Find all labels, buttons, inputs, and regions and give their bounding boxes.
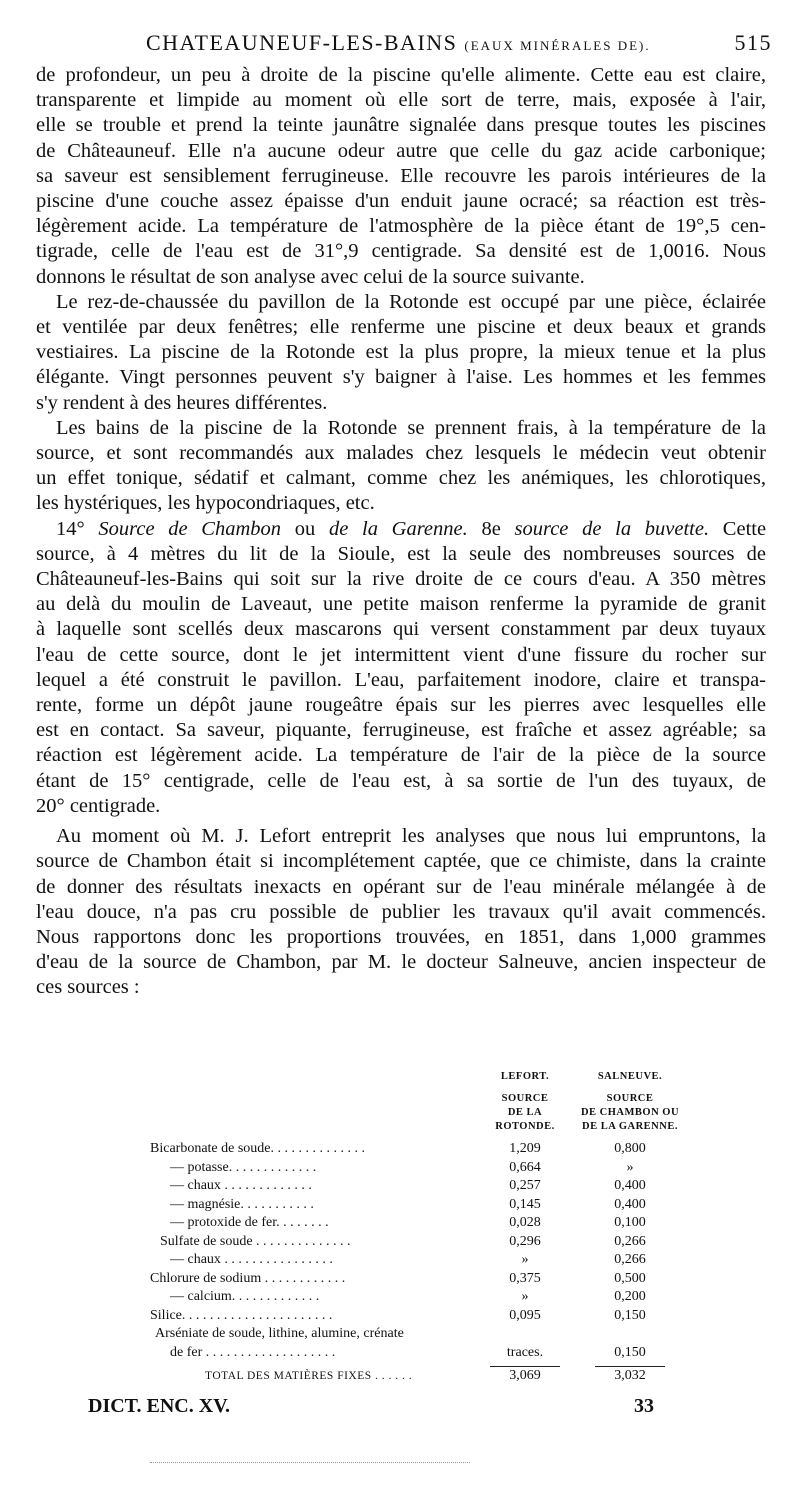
- line: source, à 4 mètres du lit de la Sioule, est la seule des nombreuses sources de: [36, 542, 766, 565]
- line: lequel a été construit le pavillon. L'eau, parfaitement inodore, claire et transpa-: [36, 668, 766, 691]
- table-row: [150, 1288, 690, 1307]
- line: un effet tonique, sédatif et calmant, comme chez les anémiques, les chlorotiques,: [36, 467, 766, 490]
- header-line: DE CHAMBON OU: [580, 1107, 680, 1118]
- section-number: 14°: [56, 517, 85, 540]
- table-row: [150, 1177, 690, 1196]
- paragraph-3: [36, 416, 766, 517]
- value-salneuve: 0,266: [614, 1252, 646, 1267]
- section-heading-line: [36, 517, 766, 542]
- line: Les bains de la piscine de la Rotonde se prennent frais, à la température de la: [56, 416, 766, 439]
- header-line: DE LA GARENNE.: [582, 1121, 678, 1132]
- sheet-number: 33: [634, 1395, 654, 1417]
- table-row: [150, 1159, 690, 1178]
- row-label: Arséniate de soude, lithine, alumine, crénate: [155, 1326, 404, 1341]
- line: étant de 15° centigrade, celle de l'eau est, à sa sortie de l'un des tuyaux, de: [36, 769, 766, 792]
- section-subtitle: source de la buvette.: [514, 517, 710, 540]
- header-line: LEFORT.: [500, 1071, 550, 1082]
- paragraph-2: [36, 290, 766, 416]
- column-header-lefort: [485, 1070, 565, 1134]
- table-row: [150, 1344, 690, 1363]
- value-lefort: 1,209: [509, 1141, 541, 1156]
- line: vestiaires. La piscine de la Rotonde est la plus propre, la mieux tenue et la plus: [36, 341, 766, 364]
- value-lefort: 0,028: [509, 1215, 541, 1230]
- row-label: — calcium. . . . . . . . . . . . .: [170, 1289, 320, 1304]
- line: sa saveur est sensiblement ferrugineuse. Elle recouvre les parois intérieures de la: [36, 164, 766, 187]
- line: elle se trouble et prend la teinte jaunâtre signalée dans presque toutes les piscines: [36, 114, 766, 137]
- section-title: Source de Chambon: [98, 517, 282, 540]
- header-subtitle: (EAUX MINÉRALES DE).: [464, 38, 651, 53]
- table-body: [150, 1140, 690, 1362]
- line: source, et sont recommandés aux malades chez lesquels le médecin veut obtenir: [36, 442, 766, 465]
- value-salneuve: 0,400: [614, 1196, 646, 1212]
- row-label: — chaux . . . . . . . . . . . . .: [170, 1178, 312, 1193]
- page-footer: [88, 1395, 688, 1425]
- row-label: — potasse. . . . . . . . . . . . .: [170, 1159, 317, 1175]
- line: Nous rapportons donc les proportions trouvées, en 1851, dans 1,000 grammes: [36, 925, 766, 948]
- line: ces sources :: [36, 976, 140, 999]
- line: l'eau de cette source, dont le jet intermittent vient d'une fissure du rocher sur: [36, 643, 766, 666]
- value-lefort: 0,095: [509, 1307, 541, 1323]
- value-salneuve: 0,500: [614, 1270, 646, 1286]
- header-title: CHATEAUNEUF-LES-BAINS (EAUX MINÉRALES DE).: [146, 30, 651, 55]
- running-header: [36, 30, 772, 56]
- line: les hystériques, les hypocondriaques, etc.: [36, 492, 375, 515]
- value-salneuve: 0,150: [614, 1307, 646, 1323]
- value-salneuve: 0,800: [614, 1141, 646, 1156]
- line: 20° centigrade.: [36, 794, 161, 817]
- value-lefort: »: [521, 1289, 529, 1304]
- line-tail: Cette: [722, 517, 767, 540]
- total-salneuve: 3,032: [614, 1368, 646, 1383]
- value-lefort: 0,257: [509, 1178, 541, 1193]
- line: transparente et limpide au moment où elle sort de terre, mais, exposée à l'air,: [36, 89, 766, 112]
- value-salneuve: 0,100: [614, 1215, 646, 1230]
- value-lefort: 0,375: [509, 1270, 541, 1286]
- line: piscine d'une couche assez épaisse d'un enduit jaune ocracé; sa réaction est très-: [36, 190, 766, 213]
- total-label: TOTAL DES MATIÈRES FIXES . . . . . .: [205, 1370, 413, 1382]
- table-row: [150, 1140, 690, 1159]
- line: source de Chambon était si incomplétement captée, que ce chimiste, dans la crainte: [36, 850, 766, 873]
- page-number: 515: [734, 30, 772, 55]
- value-salneuve: 0,200: [614, 1289, 646, 1304]
- row-label: — chaux . . . . . . . . . . . . . . . .: [170, 1252, 333, 1267]
- line: à laquelle sont scellés deux mascarons qui versent constamment par deux tuyaux: [36, 618, 766, 641]
- conjunction: ou: [294, 517, 316, 540]
- value-salneuve: 0,400: [614, 1178, 646, 1193]
- line: Châteauneuf-les-Bains qui soit sur la rive droite de ce cours d'eau. A 350 mètres: [36, 568, 766, 591]
- section-number-2: 8e: [481, 517, 501, 540]
- paragraph-5: [36, 824, 766, 1000]
- value-lefort: 0,145: [509, 1196, 541, 1212]
- line: tigrade, celle de l'eau est de 31°,9 centigrade. Sa densité est de 1,0016. Nous: [36, 240, 766, 263]
- value-lefort: »: [521, 1252, 529, 1267]
- total-row: [150, 1367, 690, 1386]
- row-label: Bicarbonate de soude. . . . . . . . . . . . . .: [150, 1141, 366, 1156]
- body-text: [36, 63, 766, 1001]
- header-line: ROTONDE.: [495, 1121, 555, 1132]
- line: s'y rendent à des heures différentes.: [36, 391, 328, 414]
- value-lefort: 0,664: [509, 1159, 541, 1175]
- header-line: SOURCE: [501, 1093, 549, 1104]
- line: Au moment où M. J. Lefort entreprit les analyses que nous lui empruntons, la: [56, 825, 766, 848]
- line: donnons le résultat de son analyse avec celui de la source suivante.: [36, 265, 585, 288]
- table-row: [150, 1196, 690, 1215]
- line: est en contact. Sa saveur, piquante, ferrugineuse, est fraîche et assez agréable; sa: [36, 719, 766, 742]
- paragraph-1: [36, 63, 766, 290]
- table-row: [150, 1307, 690, 1326]
- section-title-alt: de la Garenne.: [328, 517, 468, 540]
- total-lefort: 3,069: [509, 1368, 541, 1383]
- header-line: DE LA: [507, 1107, 543, 1118]
- header-line: SALNEUVE.: [597, 1071, 663, 1082]
- header-line: SOURCE: [606, 1093, 654, 1104]
- line: rente, forme un dépôt jaune rougeâtre épais sur les pierres avec lesquelles elle: [36, 694, 766, 717]
- table-row: [150, 1214, 690, 1233]
- row-label: Sulfate de soude . . . . . . . . . . . . . .: [160, 1233, 351, 1249]
- line: de profondeur, un peu à droite de la piscine qu'elle alimente. Cette eau est claire,: [36, 64, 766, 86]
- column-header-salneuve: [575, 1070, 685, 1134]
- bleed-through-dots: [150, 1462, 470, 1467]
- value-salneuve: »: [626, 1159, 634, 1175]
- table-row: [150, 1233, 690, 1252]
- table-row: [150, 1270, 690, 1289]
- line: élégante. Vingt personnes peuvent s'y baigner à l'aise. Les hommes et les femmes: [36, 366, 766, 389]
- value-salneuve: 0,150: [614, 1344, 646, 1360]
- line: de Châteauneuf. Elle n'a aucune odeur autre que celle du gaz acide carbonique;: [36, 139, 766, 162]
- signature-mark: DICT. ENC. XV.: [88, 1395, 231, 1417]
- value-lefort: traces.: [506, 1344, 544, 1360]
- table-row: [150, 1251, 690, 1270]
- table-row: [150, 1325, 690, 1344]
- value-salneuve: 0,266: [614, 1233, 646, 1249]
- line: réaction est légèrement acide. La température de l'air de la pièce de la source: [36, 744, 766, 767]
- line: d'eau de la source de Chambon, par M. le docteur Salneuve, ancien inspecteur de: [36, 951, 766, 974]
- line: de donner des résultats inexacts en opérant sur de l'eau minérale mélangée à de: [36, 875, 766, 898]
- line: Le rez-de-chaussée du pavillon de la Rotonde est occupé par une pièce, éclairée: [56, 290, 766, 313]
- row-label: Chlorure de sodium . . . . . . . . . . . .: [150, 1270, 346, 1286]
- row-label: de fer . . . . . . . . . . . . . . . . . . .: [170, 1344, 336, 1360]
- line: légèrement acide. La température de l'atmosphère de la pièce étant de 19°,5 cen-: [36, 215, 766, 238]
- paragraph-4: [36, 517, 766, 819]
- line: au delà du moulin de Laveaut, une petite maison renferme la pyramide de granit: [36, 593, 766, 616]
- row-label: Silice. . . . . . . . . . . . . . . . . . . . . .: [150, 1307, 333, 1323]
- value-lefort: 0,296: [509, 1233, 541, 1249]
- line: l'eau douce, n'a pas cru possible de publier les travaux qu'il avait commencés.: [36, 900, 766, 923]
- row-label: — protoxide de fer. . . . . . . .: [170, 1215, 329, 1230]
- row-label: — magnésie. . . . . . . . . . .: [170, 1196, 314, 1212]
- line: et ventilée par deux fenêtres; elle renferme une piscine et deux beaux et grands: [36, 316, 766, 339]
